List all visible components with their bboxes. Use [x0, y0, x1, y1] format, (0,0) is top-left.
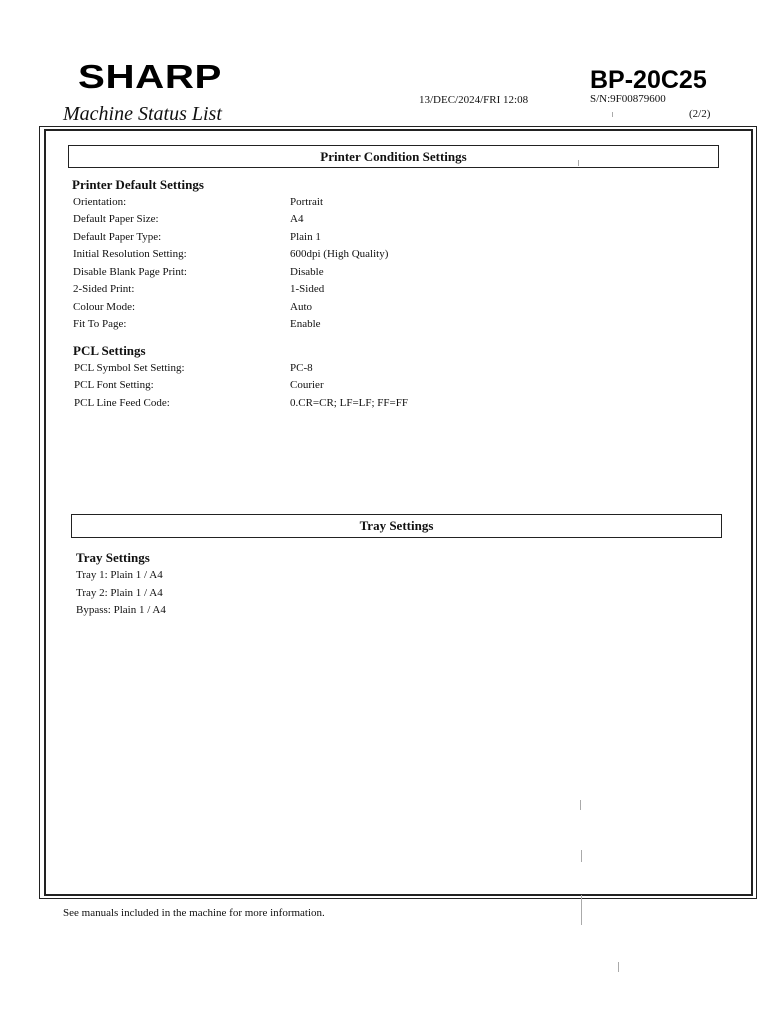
- setting-value: PC-8: [290, 362, 313, 374]
- setting-label: Fit To Page:: [73, 318, 127, 330]
- setting-label: Default Paper Size:: [73, 213, 159, 225]
- scan-speck: [618, 962, 619, 972]
- model-number: BP-20C25: [590, 66, 707, 94]
- group-heading-pcl: PCL Settings: [73, 343, 146, 358]
- print-datetime: 13/DEC/2024/FRI 12:08: [419, 94, 529, 106]
- setting-label: Initial Resolution Setting:: [73, 248, 187, 260]
- page-number: (2/2): [689, 108, 711, 120]
- scan-speck: [581, 895, 582, 925]
- setting-label: Orientation:: [73, 196, 127, 208]
- setting-label: PCL Line Feed Code:: [74, 397, 170, 409]
- setting-value: A4: [290, 213, 304, 225]
- scan-speck: [580, 800, 581, 810]
- setting-value: 1-Sided: [290, 283, 325, 295]
- footer-note: See manuals included in the machine for more information.: [63, 907, 325, 919]
- serial-number: S/N:9F00879600: [590, 93, 666, 105]
- page-title: Machine Status List: [63, 103, 222, 125]
- setting-value: Enable: [290, 318, 321, 330]
- tray-row: Tray 2: Plain 1 / A4: [76, 587, 163, 599]
- tray-row: Bypass: Plain 1 / A4: [76, 604, 166, 616]
- setting-value: Portrait: [290, 196, 323, 208]
- tray-row: Tray 1: Plain 1 / A4: [76, 569, 163, 581]
- section-header-printer-condition: Printer Condition Settings: [68, 145, 719, 168]
- setting-value: Auto: [290, 301, 312, 313]
- setting-label: PCL Font Setting:: [74, 379, 154, 391]
- group-heading-printer-default: Printer Default Settings: [72, 177, 204, 192]
- setting-value: Courier: [290, 379, 324, 391]
- setting-value: Plain 1: [290, 231, 321, 243]
- scan-speck: [612, 112, 613, 117]
- inner-frame: [44, 129, 753, 896]
- setting-value: Disable: [290, 266, 324, 278]
- section-header-tray: Tray Settings: [71, 514, 722, 538]
- setting-label: PCL Symbol Set Setting:: [74, 362, 185, 374]
- sharp-logo: SHARP: [78, 58, 222, 95]
- scan-speck: [578, 160, 579, 166]
- setting-value: 600dpi (High Quality): [290, 248, 389, 260]
- setting-label: 2-Sided Print:: [73, 283, 135, 295]
- setting-label: Default Paper Type:: [73, 231, 162, 243]
- setting-label: Colour Mode:: [73, 301, 136, 313]
- setting-label: Disable Blank Page Print:: [73, 266, 187, 278]
- group-heading-tray: Tray Settings: [76, 550, 150, 565]
- scan-speck: [581, 850, 582, 862]
- setting-value: 0.CR=CR; LF=LF; FF=FF: [290, 397, 408, 409]
